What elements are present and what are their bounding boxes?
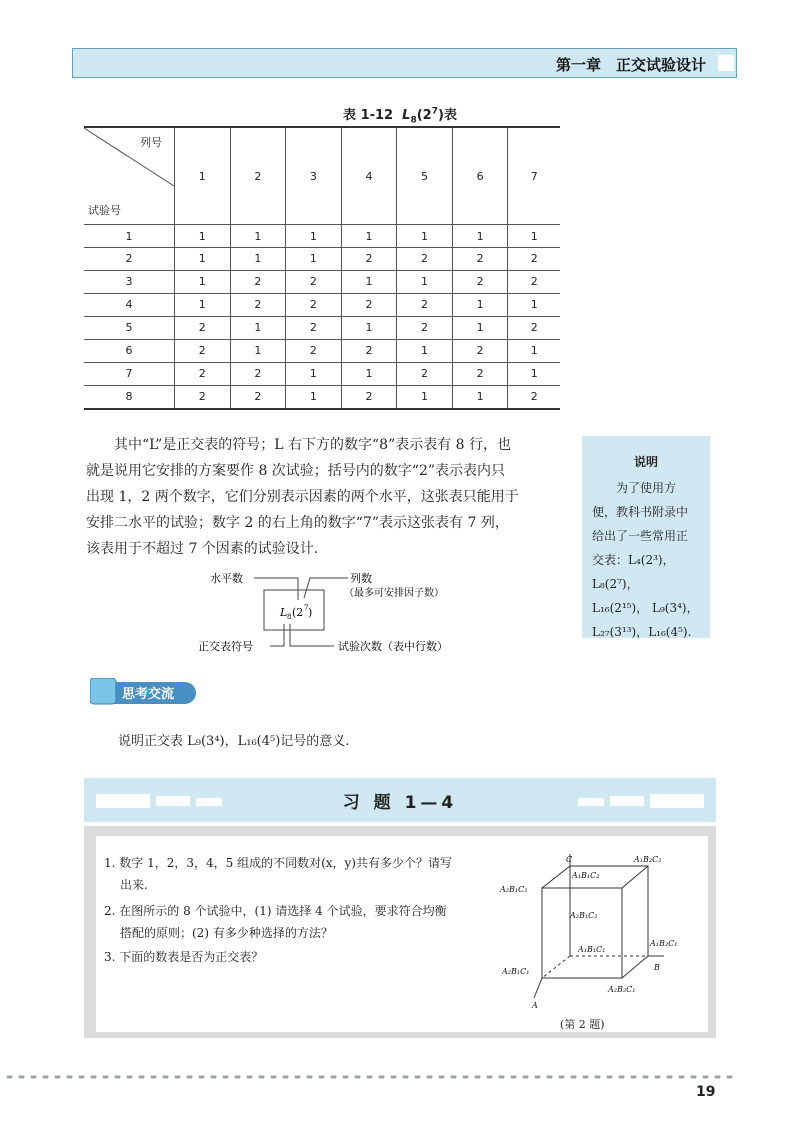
trial-number-cell: 8	[84, 385, 175, 409]
column-header: 3	[286, 127, 342, 225]
table-cell: 2	[230, 293, 286, 316]
table-cell: 2	[508, 316, 560, 339]
table-cell: 2	[508, 248, 560, 271]
chapter-title: 第一章 正交试验设计	[555, 56, 706, 74]
table-cell: 1	[397, 339, 453, 362]
badge-label: 思考交流	[122, 687, 175, 702]
note-line: 便，教科书附录中	[592, 505, 689, 519]
column-header: 2	[230, 127, 286, 225]
table-row	[84, 316, 560, 339]
table-cell: 1	[230, 225, 286, 248]
column-header: 5	[397, 127, 453, 225]
table-cell: 1	[452, 293, 508, 316]
orthogonal-table	[84, 126, 560, 410]
table-caption	[0, 104, 800, 126]
table-cell: 1	[508, 225, 560, 248]
caption-sub: 8	[410, 115, 417, 126]
formula-exp: 7	[304, 604, 309, 612]
table-cell: 2	[341, 385, 397, 409]
table-cell: 2	[397, 362, 453, 385]
table-row	[84, 248, 560, 271]
table-cell: 2	[452, 339, 508, 362]
table-row	[84, 339, 560, 362]
vertex-label: A₂B₁C₂	[570, 911, 598, 920]
table-body	[84, 225, 560, 409]
table-row	[84, 225, 560, 248]
cube-back-edges	[542, 866, 648, 978]
table-row	[84, 362, 560, 385]
table-row	[84, 270, 560, 293]
vertex-label: A₁B₁C₁	[578, 945, 606, 954]
cube-icon	[90, 678, 116, 704]
column-header: 7	[508, 127, 560, 225]
cube-hidden-edge	[542, 956, 570, 978]
table-cell: 1	[175, 248, 231, 271]
corner-col-label: 列号	[140, 136, 162, 149]
table-cell: 2	[175, 385, 231, 409]
table-cell: 2	[397, 293, 453, 316]
table-cell: 1	[508, 362, 560, 385]
exercise-title: 习 题 1—4	[342, 793, 458, 813]
paragraph-line: 出现 1，2 两个数字，它们分别表示因素的两个水平，这张表只能用于	[86, 489, 519, 505]
table-cell: 2	[508, 270, 560, 293]
table-cell: 1	[397, 270, 453, 293]
table-cell: 1	[341, 316, 397, 339]
corner-row-label: 试验号	[88, 204, 121, 218]
ortho-symbol-label: 正交表符号	[198, 640, 253, 653]
decor-bar	[610, 796, 644, 806]
b-axis-label: B	[654, 963, 660, 972]
caption-base: (2	[416, 108, 432, 123]
c-axis-label: C	[566, 855, 573, 864]
table-row	[84, 385, 560, 409]
table-cell: 2	[341, 248, 397, 271]
caption-suffix: )表	[438, 108, 457, 123]
table-cell: 1	[175, 293, 231, 316]
vertex-label: A₁B₂C₂	[634, 855, 662, 864]
table-corner-cell	[84, 127, 175, 225]
paragraph-line: 该表用于不超过 7 个因素的试验设计.	[86, 541, 319, 557]
trial-number-cell: 1	[84, 225, 175, 248]
table-cell: 2	[341, 293, 397, 316]
column-count-note: （最多可安排因子数）	[344, 588, 444, 599]
table-cell: 1	[286, 248, 342, 271]
question-1-line-1: 1. 数字 1，2，3，4，5 组成的不同数对(x，y)共有多少个？请写	[104, 856, 452, 870]
table-cell: 2	[508, 385, 560, 409]
table-cell: 1	[341, 362, 397, 385]
table-cell: 2	[286, 293, 342, 316]
table-cell: 2	[452, 362, 508, 385]
footer-dotted-line	[0, 1074, 800, 1080]
vertex-label: A₁B₁C₂	[572, 871, 600, 880]
table-cell: 1	[508, 293, 560, 316]
notation-diagram	[198, 572, 488, 654]
table-cell: 2	[341, 339, 397, 362]
table-cell: 2	[452, 248, 508, 271]
question-1-line-2: 出来.	[120, 878, 148, 892]
vertex-label: A₂B₁C₁	[502, 967, 530, 976]
a-axis-label: A	[532, 1001, 538, 1010]
caption-number: 表 1-12	[343, 108, 394, 123]
trial-number-cell: 4	[84, 293, 175, 316]
table-header-row	[84, 127, 560, 225]
table-cell: 2	[286, 339, 342, 362]
table-cell: 1	[397, 385, 453, 409]
trial-count-label: 试验次数（表中行数）	[338, 640, 448, 653]
table-cell: 2	[175, 316, 231, 339]
decor-bar	[650, 794, 704, 808]
question-3: 3. 下面的数表是否为正交表？	[104, 950, 264, 964]
table-cell: 1	[175, 225, 231, 248]
table-cell: 1	[286, 362, 342, 385]
table-cell: 1	[341, 270, 397, 293]
trial-number-cell: 3	[84, 270, 175, 293]
think-exchange-badge	[90, 678, 198, 706]
cube-front-face	[542, 888, 622, 978]
table-cell: 1	[452, 385, 508, 409]
formula-close: )	[308, 606, 313, 619]
table-cell: 1	[397, 225, 453, 248]
table-cell: 2	[230, 362, 286, 385]
note-line: L₂₇(3¹³)，L₁₆(4⁵).	[592, 625, 692, 639]
side-note	[582, 436, 710, 638]
formula-sub: 8	[287, 613, 292, 621]
table-cell: 2	[286, 316, 342, 339]
column-count-label: 列数	[350, 572, 372, 585]
formula-base: (2	[292, 606, 304, 619]
table-cell: 1	[230, 316, 286, 339]
table-cell: 2	[452, 270, 508, 293]
table-cell: 2	[397, 316, 453, 339]
note-line: 给出了一些常用正	[592, 529, 689, 543]
cube-figure	[498, 848, 698, 1010]
table-cell: 1	[230, 248, 286, 271]
table-cell: 2	[175, 339, 231, 362]
cube-edge	[622, 866, 648, 888]
column-header: 4	[341, 127, 397, 225]
table-cell: 2	[230, 385, 286, 409]
chapter-header	[72, 48, 737, 78]
vertex-label: A₂B₂C₁	[608, 985, 636, 994]
table-row	[84, 293, 560, 316]
column-header: 6	[452, 127, 508, 225]
table-cell: 1	[341, 225, 397, 248]
exercise-header	[84, 778, 716, 822]
note-title: 说明	[633, 455, 658, 469]
column-header: 1	[175, 127, 231, 225]
note-line: L₁₆(2¹⁵)， L₉(3⁴)，	[592, 601, 699, 615]
table-cell: 1	[452, 225, 508, 248]
formula-L: L	[280, 606, 288, 619]
figure-caption: (第 2 题)	[560, 1018, 605, 1031]
table-cell: 1	[286, 385, 342, 409]
note-line: 交表：L₄(2³)，L₈(2⁷)，	[592, 553, 675, 591]
decor-bar	[578, 798, 604, 806]
header-tab-decoration	[718, 55, 734, 71]
table-cell: 2	[175, 362, 231, 385]
caption-exp: 7	[431, 106, 438, 117]
paragraph-line: 安排二水平的试验；数字 2 的右上角的数字“7”表示这张表有 7 列，	[86, 515, 509, 531]
question-2-line-1: 2. 在图所示的 8 个试验中，(1) 请选择 4 个试验，要求符合均衡	[104, 904, 447, 918]
paragraph-line: 其中“L”是正交表的符号；L 右下方的数字“8”表示表有 8 行，也	[114, 437, 512, 453]
table-cell: 1	[175, 270, 231, 293]
table-cell: 2	[397, 248, 453, 271]
vertex-label: A₂B₁C₂	[500, 885, 528, 894]
page-number: 19	[696, 1084, 716, 1100]
table-cell: 2	[286, 270, 342, 293]
note-line: 为了使用方	[616, 481, 677, 495]
explanation-paragraph	[86, 432, 564, 562]
vertex-label: A₁B₂C₁	[650, 939, 678, 948]
paragraph-line: 就是说用它安排的方案要作 8 次试验；括号内的数字“2”表示表内只	[86, 463, 506, 479]
caption-symbol: L	[402, 108, 411, 123]
table-cell: 1	[286, 225, 342, 248]
trial-number-cell: 7	[84, 362, 175, 385]
table-cell: 1	[230, 339, 286, 362]
question-2-line-2: 搭配的原则；(2) 有多少种选择的方法？	[120, 926, 333, 940]
table-cell: 1	[452, 316, 508, 339]
think-question: 说明正交表 L₉(3⁴)，L₁₆(4⁵)记号的意义.	[118, 734, 350, 749]
table-cell: 2	[230, 270, 286, 293]
trial-number-cell: 2	[84, 248, 175, 271]
table-cell: 1	[508, 339, 560, 362]
a-axis	[534, 978, 542, 998]
trial-number-cell: 6	[84, 339, 175, 362]
trial-number-cell: 5	[84, 316, 175, 339]
level-count-label: 水平数	[210, 572, 243, 585]
